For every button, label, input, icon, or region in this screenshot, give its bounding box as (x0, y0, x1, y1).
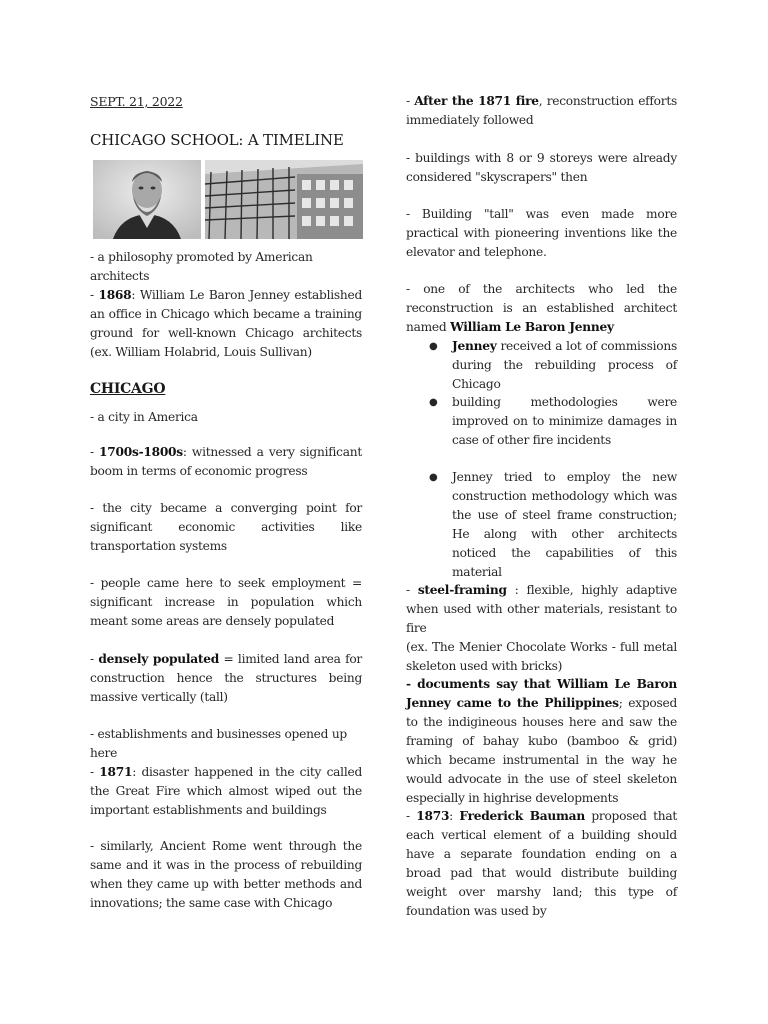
steel-framing-text: - steel-framing : flexible, highly adaptive when used with other materials, resistant to fire (ex. The Menier Chocolate Works - full metal skeleton used with bricks) (406, 583, 677, 673)
storeys-text: - buildings with 8 or 9 storeys were already considered "skyscrapers" then (406, 151, 677, 184)
entry-1871: - 1871: disaster happened in the city called the Great Fire which almost wiped out the important establishments and buildings (90, 765, 362, 817)
densely-populated-text: - densely populated = limited land area for construction hence the structures being massive vertically (tall) (90, 652, 362, 704)
after-fire-text: - After the 1871 fire, reconstruction efforts immediately followed (406, 94, 677, 127)
intro-text: - a philosophy promoted by American architects (90, 250, 313, 283)
entry-1873: - 1873: Frederick Bauman proposed that each vertical element of a building should have a separate foundation ending on a broad pad that would distribute building weight over marshy land; this type of foundation was used by (406, 809, 677, 918)
section-heading-chicago: CHICAGO (90, 381, 166, 397)
bullet-item: ● Jenney received a lot of commissions during the rebuilding process of Chicago (429, 339, 677, 391)
rome-text: - similarly, Ancient Rome went through the same and it was in the process of rebuilding when they came up with better methods and innovations; the same case with Chicago (90, 839, 362, 910)
tall-text: - Building "tall" was even made more practical with pioneering inventions like the elevator and telephone. (406, 207, 677, 259)
bullet-icon: ● (429, 472, 438, 483)
portrait-photo (93, 160, 201, 239)
bullet-icon: ● (429, 341, 438, 352)
architects-text: - one of the architects who led the reconstruction is an established architect named William Le Baron Jenney (406, 282, 677, 334)
people-text: - people came here to seek employment = significant increase in population which meant some areas are densely populated (90, 576, 362, 628)
header-images (93, 160, 363, 239)
entry-1868: - 1868: William Le Baron Jenney established an office in Chicago which became a training ground for well-known Chicago architects (ex. William Holabrid, Louis Sullivan) (90, 288, 362, 359)
entry-1700s: - 1700s-1800s: witnessed a very significant boom in terms of economic progress (90, 445, 362, 478)
bullet-item: ● building methodologies were improved on to minimize damages in case of other fire incidents (429, 395, 677, 447)
steel-frame-photo (205, 160, 363, 239)
bullet-icon: ● (429, 397, 438, 408)
bullet-item: ● Jenney tried to employ the new construction methodology which was the use of steel frame construction; He along with other architects noticed the capabilities of this material (429, 470, 677, 579)
establishments-text: - establishments and businesses opened up here (90, 727, 347, 760)
philippines-text: - documents say that William Le Baron Jenney came to the Philippines; exposed to the indigineous houses here and saw the framing of bahay kubo (bamboo & grid) which became instrumental in the way he would advocate in the use of steel skeleton especially in highrise developments (406, 677, 677, 805)
page-title: CHICAGO SCHOOL: A TIMELINE (90, 131, 344, 149)
converging-text: - the city became a converging point for significant economic activities like transportation systems (90, 501, 362, 553)
note-date: SEPT. 21, 2022 (90, 94, 183, 109)
city-text: - a city in America (90, 410, 198, 424)
